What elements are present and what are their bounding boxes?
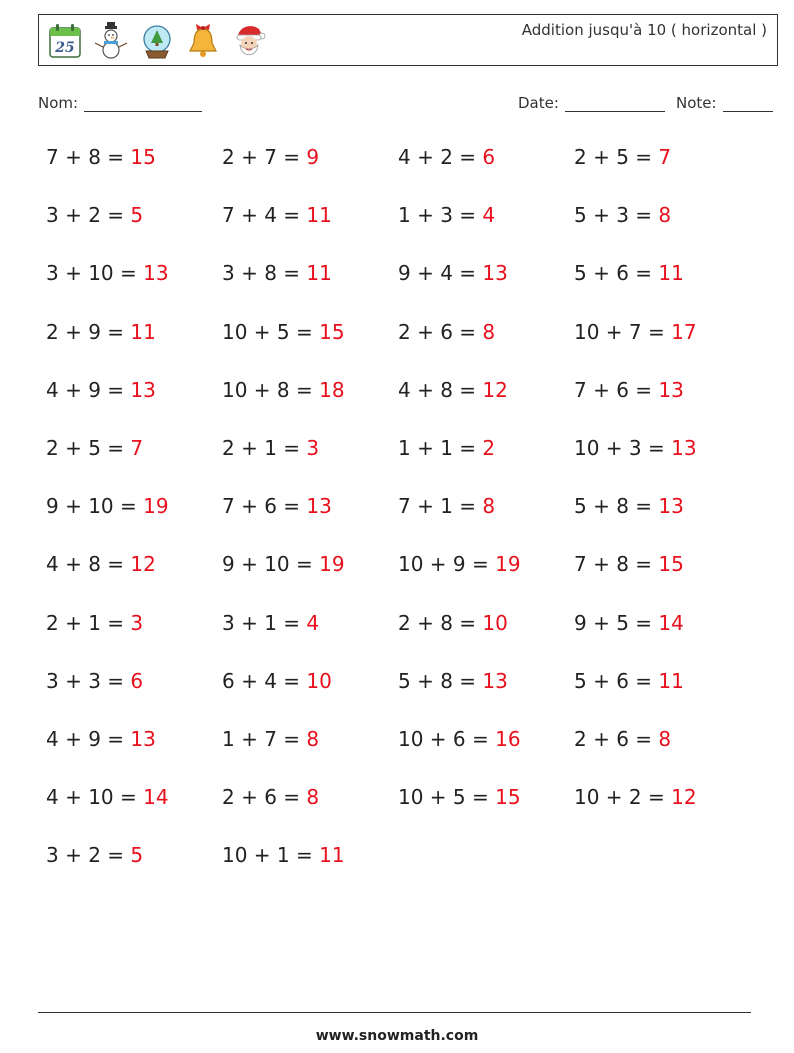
problem-answer: 7 xyxy=(658,145,672,169)
problem-question: 10 + 6 = xyxy=(398,726,496,751)
problem-answer: 6 xyxy=(482,145,496,169)
problem-answer: 8 xyxy=(306,785,320,810)
problem-item xyxy=(222,669,398,727)
problem-item xyxy=(574,669,750,727)
date-field xyxy=(518,94,665,112)
problem-question: 10 + 1 = xyxy=(222,843,320,868)
problem-answer: 13 xyxy=(658,377,684,402)
problem-answer: 16 xyxy=(495,726,521,751)
problem-answer: 11 xyxy=(319,843,345,868)
problem-answer: 8 xyxy=(306,726,320,751)
problem-item xyxy=(398,669,574,727)
problem-question: 3 + 1 = xyxy=(222,610,307,635)
snowman-icon xyxy=(91,21,131,61)
problem-answer: 13 xyxy=(130,726,156,751)
problem-answer: 14 xyxy=(658,610,684,635)
problem-answer: 5 xyxy=(130,843,144,868)
problem-item xyxy=(222,843,398,901)
problem-item xyxy=(574,785,750,843)
problem-question: 9 + 4 = xyxy=(398,261,483,286)
problem-question: 1 + 1 = xyxy=(398,435,483,460)
date-blank[interactable] xyxy=(565,97,665,112)
problem-item xyxy=(398,436,574,494)
score-field xyxy=(676,94,773,112)
bell-icon xyxy=(183,21,223,61)
problem-answer: 19 xyxy=(495,552,521,577)
problem-answer: 5 xyxy=(130,203,144,228)
problem-answer: 2 xyxy=(482,435,496,460)
problem-answer: 13 xyxy=(143,261,169,286)
problem-question: 7 + 8 = xyxy=(46,145,131,169)
problem-question: 4 + 8 = xyxy=(46,552,131,577)
footer-url: www.snowmath.com xyxy=(315,1028,479,1044)
problem-answer: 9 xyxy=(306,145,320,169)
footer-divider xyxy=(38,1012,751,1013)
problem-answer: 3 xyxy=(130,610,144,635)
problem-item xyxy=(398,320,574,378)
problem-question: 3 + 3 = xyxy=(46,668,131,693)
problem-item xyxy=(574,494,750,552)
problem-question: 3 + 2 = xyxy=(46,843,131,868)
header-icons xyxy=(45,21,269,61)
problem-question: 1 + 7 = xyxy=(222,726,307,751)
problem-question: 9 + 10 = xyxy=(222,552,320,577)
problem-item xyxy=(222,727,398,785)
worksheet-header xyxy=(38,14,778,66)
problem-item xyxy=(398,611,574,669)
problem-item xyxy=(574,727,750,785)
problem-answer: 15 xyxy=(495,785,521,810)
problem-question: 5 + 8 = xyxy=(574,494,659,519)
problem-item xyxy=(222,145,398,203)
problem-answer: 14 xyxy=(143,785,169,810)
problem-answer: 12 xyxy=(482,377,508,402)
problem-item xyxy=(222,320,398,378)
problem-question: 2 + 6 = xyxy=(574,726,659,751)
problem-item xyxy=(222,203,398,261)
name-label: Nom: xyxy=(38,94,79,112)
calendar-icon xyxy=(45,21,85,61)
problem-answer: 4 xyxy=(482,203,496,228)
score-label: Note: xyxy=(676,94,717,112)
problem-question: 4 + 9 = xyxy=(46,377,131,402)
problem-item xyxy=(222,494,398,552)
problem-answer: 3 xyxy=(306,435,320,460)
problem-answer: 8 xyxy=(482,494,496,519)
problem-item xyxy=(398,494,574,552)
problem-answer: 17 xyxy=(671,319,697,344)
problem-answer: 13 xyxy=(658,494,684,519)
problem-question: 2 + 8 = xyxy=(398,610,483,635)
problem-question: 4 + 10 = xyxy=(46,785,144,810)
problem-answer: 13 xyxy=(306,494,332,519)
problem-answer: 11 xyxy=(306,203,332,228)
problem-answer: 4 xyxy=(306,610,320,635)
problem-question: 10 + 9 = xyxy=(398,552,496,577)
problem-item xyxy=(574,552,750,610)
problem-item xyxy=(574,261,750,319)
problem-item xyxy=(46,378,222,436)
problem-item xyxy=(46,145,222,203)
problem-item xyxy=(46,727,222,785)
problem-answer: 11 xyxy=(658,261,684,286)
santa-icon xyxy=(229,21,269,61)
problem-question: 5 + 6 = xyxy=(574,261,659,286)
problem-answer: 8 xyxy=(658,726,672,751)
problem-question: 2 + 5 = xyxy=(574,145,659,169)
problem-answer: 8 xyxy=(658,203,672,228)
problem-answer: 6 xyxy=(130,668,144,693)
problem-question: 5 + 8 = xyxy=(398,668,483,693)
problem-item xyxy=(222,261,398,319)
problem-question: 2 + 6 = xyxy=(398,319,483,344)
problem-item xyxy=(46,843,222,901)
problem-question: 3 + 10 = xyxy=(46,261,144,286)
problem-answer: 13 xyxy=(130,377,156,402)
name-field xyxy=(38,94,202,112)
problem-answer: 13 xyxy=(482,261,508,286)
problem-question: 2 + 1 = xyxy=(222,435,307,460)
problem-item xyxy=(398,203,574,261)
problem-question: 2 + 5 = xyxy=(46,435,131,460)
problem-answer: 15 xyxy=(130,145,156,169)
date-label: Date: xyxy=(518,94,559,112)
problem-item xyxy=(398,552,574,610)
problem-item xyxy=(222,378,398,436)
problem-question: 2 + 7 = xyxy=(222,145,307,169)
problem-answer: 10 xyxy=(306,668,332,693)
problem-question: 2 + 6 = xyxy=(222,785,307,810)
problem-question: 1 + 3 = xyxy=(398,203,483,228)
problem-question: 6 + 4 = xyxy=(222,668,307,693)
problem-question: 10 + 8 = xyxy=(222,377,320,402)
problem-question: 7 + 6 = xyxy=(574,377,659,402)
problem-question: 3 + 2 = xyxy=(46,203,131,228)
problem-item xyxy=(574,145,750,203)
problem-item xyxy=(46,320,222,378)
problem-item xyxy=(574,436,750,494)
problem-question: 4 + 8 = xyxy=(398,377,483,402)
problem-question: 5 + 6 = xyxy=(574,668,659,693)
problem-answer: 19 xyxy=(143,494,169,519)
problem-answer: 13 xyxy=(671,435,697,460)
snow-globe-icon xyxy=(137,21,177,61)
problem-item xyxy=(222,552,398,610)
problem-item xyxy=(222,436,398,494)
problem-question: 7 + 4 = xyxy=(222,203,307,228)
problem-answer: 12 xyxy=(671,785,697,810)
problem-item xyxy=(46,785,222,843)
problem-answer: 8 xyxy=(482,319,496,344)
problem-answer: 11 xyxy=(130,319,156,344)
problem-answer: 7 xyxy=(130,435,144,460)
problem-item xyxy=(222,785,398,843)
problem-item xyxy=(398,261,574,319)
problem-answer: 12 xyxy=(130,552,156,577)
problem-item xyxy=(574,320,750,378)
problem-answer: 11 xyxy=(306,261,332,286)
problem-answer: 18 xyxy=(319,377,345,402)
problem-item xyxy=(574,203,750,261)
problem-item xyxy=(46,494,222,552)
problem-item xyxy=(46,436,222,494)
problem-answer: 10 xyxy=(482,610,508,635)
problem-question: 10 + 7 = xyxy=(574,319,672,344)
problem-question: 7 + 1 = xyxy=(398,494,483,519)
problem-question: 10 + 5 = xyxy=(222,319,320,344)
problem-answer: 15 xyxy=(319,319,345,344)
name-blank[interactable] xyxy=(84,97,202,112)
problem-item xyxy=(46,552,222,610)
problem-item xyxy=(46,203,222,261)
problem-question: 10 + 5 = xyxy=(398,785,496,810)
problem-question: 10 + 2 = xyxy=(574,785,672,810)
worksheet-title: Addition jusqu'à 10 ( horizontal ) xyxy=(521,21,767,39)
problem-item xyxy=(398,727,574,785)
problem-item xyxy=(46,669,222,727)
problem-question: 7 + 6 = xyxy=(222,494,307,519)
problem-answer: 13 xyxy=(482,668,508,693)
problem-item xyxy=(46,261,222,319)
problem-question: 9 + 5 = xyxy=(574,610,659,635)
problem-question: 10 + 3 = xyxy=(574,435,672,460)
problem-answer: 19 xyxy=(319,552,345,577)
problem-question: 7 + 8 = xyxy=(574,552,659,577)
problem-question: 5 + 3 = xyxy=(574,203,659,228)
problem-question: 9 + 10 = xyxy=(46,494,144,519)
problem-answer: 15 xyxy=(658,552,684,577)
problem-question: 4 + 2 = xyxy=(398,145,483,169)
problem-item xyxy=(398,378,574,436)
problem-item xyxy=(574,611,750,669)
problem-item xyxy=(222,611,398,669)
problem-question: 3 + 8 = xyxy=(222,261,307,286)
problem-question: 2 + 1 = xyxy=(46,610,131,635)
problem-grid xyxy=(46,145,750,901)
problem-question: 4 + 9 = xyxy=(46,726,131,751)
problem-item xyxy=(398,785,574,843)
score-blank[interactable] xyxy=(723,97,773,112)
problem-item xyxy=(398,145,574,203)
problem-item xyxy=(46,611,222,669)
problem-question: 2 + 9 = xyxy=(46,319,131,344)
problem-item xyxy=(574,378,750,436)
calendar-day: 25 xyxy=(55,40,75,56)
problem-answer: 11 xyxy=(658,668,684,693)
